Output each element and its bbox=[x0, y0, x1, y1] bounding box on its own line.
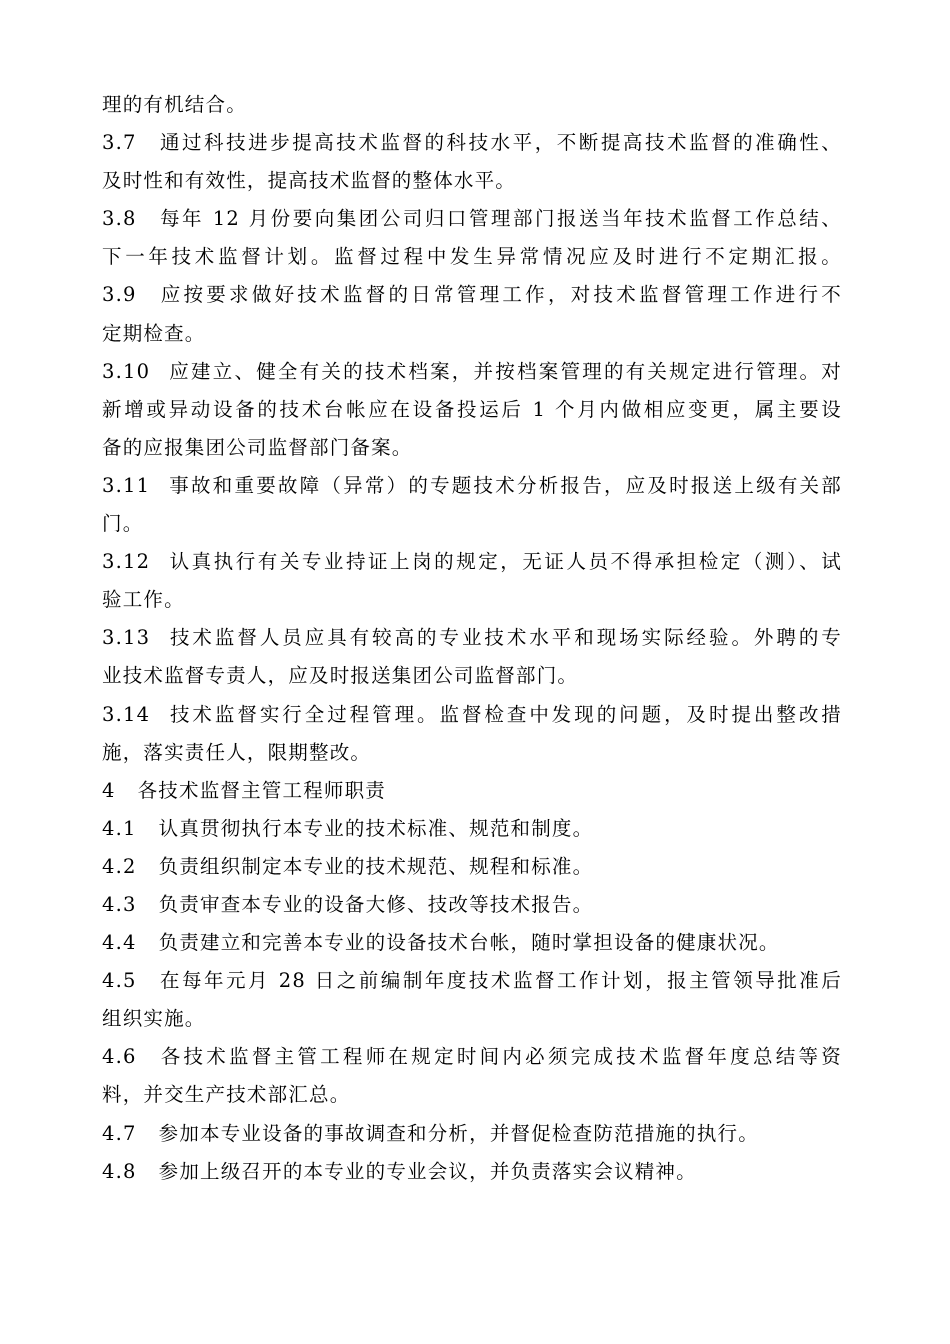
clause-number: 3.14 bbox=[102, 702, 151, 726]
clause-text: 下一年技术监督计划。监督过程中发生异常情况应及时进行不定期汇报。 bbox=[102, 245, 842, 269]
clause-number: 4.4 bbox=[102, 931, 137, 955]
continuation-line bbox=[102, 657, 842, 695]
clause-text: 事故和重要故障（异常）的专题技术分析报告，应及时报送上级有关部 bbox=[168, 473, 842, 497]
continuation-line bbox=[102, 1000, 842, 1038]
clause-text: 及时性和有效性，提高技术监督的整体水平。 bbox=[102, 169, 517, 193]
clause-text: 定期检查。 bbox=[102, 321, 206, 345]
clause-line bbox=[102, 353, 842, 391]
clause-line bbox=[102, 810, 842, 848]
continuation-line bbox=[102, 734, 842, 772]
clause-text: 理的有机结合。 bbox=[102, 93, 247, 116]
clause-line bbox=[102, 619, 842, 657]
continuation-line bbox=[102, 238, 842, 276]
clause-line bbox=[102, 276, 842, 314]
clause-number: 3.11 bbox=[102, 473, 151, 497]
continuation-line bbox=[102, 429, 842, 467]
clause-number: 4.5 bbox=[102, 969, 137, 993]
clause-text: 应按要求做好技术监督的日常管理工作，对技术监督管理工作进行不 bbox=[158, 283, 842, 307]
clause-line bbox=[102, 1038, 842, 1076]
clause-line bbox=[102, 1115, 842, 1153]
clause-text: 各技术监督主管工程师在规定时间内必须完成技术监督年度总结等资 bbox=[158, 1045, 842, 1069]
continuation-line bbox=[102, 162, 842, 200]
clause-text: 料，并交生产技术部汇总。 bbox=[102, 1083, 351, 1107]
continuation-line bbox=[102, 1076, 842, 1114]
continuation-line bbox=[102, 505, 842, 543]
clause-text: 备的应报集团公司监督部门备案。 bbox=[102, 435, 413, 459]
clause-number: 3.12 bbox=[102, 550, 151, 574]
clause-line bbox=[102, 543, 842, 581]
clause-text: 负责审查本专业的设备大修、技改等技术报告。 bbox=[158, 892, 594, 916]
clause-number: 3.8 bbox=[102, 207, 137, 231]
clause-text: 每年 12 月份要向集团公司归口管理部门报送当年技术监督工作总结、 bbox=[158, 207, 842, 231]
continuation-line bbox=[102, 86, 842, 124]
clause-line bbox=[102, 848, 842, 886]
clause-line bbox=[102, 772, 842, 810]
clause-number: 4.8 bbox=[102, 1159, 137, 1183]
clause-text: 技术监督实行全过程管理。监督检查中发现的问题，及时提出整改措 bbox=[168, 702, 842, 726]
clause-line bbox=[102, 696, 842, 734]
clause-number: 4.7 bbox=[102, 1121, 137, 1145]
clause-text: 施，落实责任人，限期整改。 bbox=[102, 740, 372, 764]
clause-line bbox=[102, 962, 842, 1000]
continuation-line bbox=[102, 581, 842, 619]
clause-number: 3.9 bbox=[102, 283, 137, 307]
clause-line bbox=[102, 886, 842, 924]
clause-text: 参加上级召开的本专业的专业会议，并负责落实会议精神。 bbox=[158, 1159, 697, 1183]
clause-line bbox=[102, 924, 842, 962]
clause-number: 3.10 bbox=[102, 359, 151, 383]
clause-line bbox=[102, 200, 842, 238]
document-page bbox=[102, 86, 842, 1191]
clause-number: 4.1 bbox=[102, 816, 137, 840]
clause-number: 4.3 bbox=[102, 892, 137, 916]
clause-text: 认真执行有关专业持证上岗的规定，无证人员不得承担检定（测）、试 bbox=[168, 550, 842, 574]
clause-number: 3.13 bbox=[102, 626, 151, 650]
clause-text: 技术监督人员应具有较高的专业技术水平和现场实际经验。外聘的专 bbox=[168, 626, 842, 650]
clause-text: 参加本专业设备的事故调查和分析，并督促检查防范措施的执行。 bbox=[158, 1121, 759, 1145]
continuation-line bbox=[102, 391, 842, 429]
clause-line bbox=[102, 124, 842, 162]
clause-text: 验工作。 bbox=[102, 588, 185, 612]
clause-text: 通过科技进步提高技术监督的科技水平，不断提高技术监督的准确性、 bbox=[158, 131, 842, 155]
clause-text: 负责组织制定本专业的技术规范、规程和标准。 bbox=[158, 854, 594, 878]
clause-number: 3.7 bbox=[102, 131, 137, 155]
clause-text: 认真贯彻执行本专业的技术标准、规范和制度。 bbox=[158, 816, 594, 840]
clause-line bbox=[102, 1153, 842, 1191]
clause-text: 组织实施。 bbox=[102, 1007, 206, 1031]
clause-text: 在每年元月 28 日之前编制年度技术监督工作计划，报主管领导批准后 bbox=[158, 969, 842, 993]
continuation-line bbox=[102, 315, 842, 353]
clause-text: 业技术监督专责人，应及时报送集团公司监督部门。 bbox=[102, 664, 579, 688]
clause-text: 新增或异动设备的技术台帐应在设备投运后 1 个月内做相应变更，属主要设 bbox=[102, 397, 842, 421]
clause-text: 各技术监督主管工程师职责 bbox=[137, 778, 387, 802]
clause-number: 4 bbox=[102, 778, 116, 802]
clause-line bbox=[102, 467, 842, 505]
clause-text: 应建立、健全有关的技术档案，并按档案管理的有关规定进行管理。对 bbox=[168, 359, 842, 383]
clause-number: 4.6 bbox=[102, 1045, 137, 1069]
clause-text: 门。 bbox=[102, 512, 144, 536]
clause-number: 4.2 bbox=[102, 854, 137, 878]
clause-text: 负责建立和完善本专业的设备技术台帐，随时掌担设备的健康状况。 bbox=[158, 931, 780, 955]
